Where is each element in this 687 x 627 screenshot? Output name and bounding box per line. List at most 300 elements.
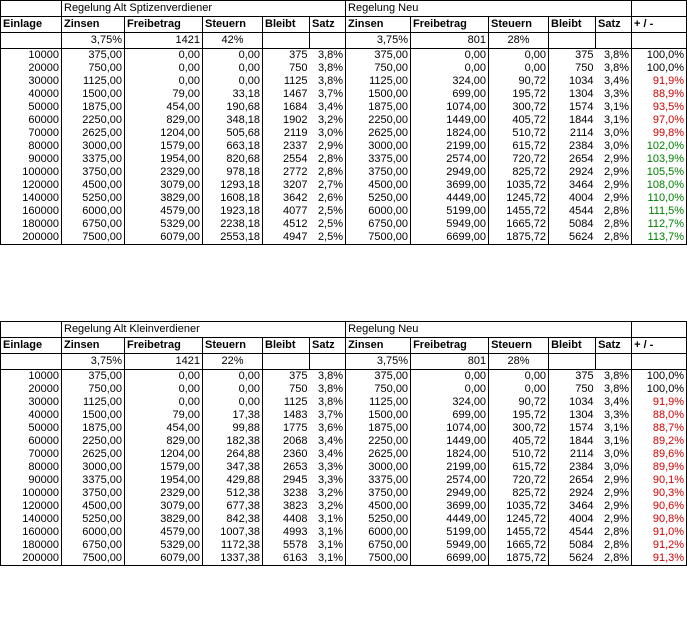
cell-satz: 2,6% bbox=[310, 192, 346, 205]
cell-steuern-neu: 825,72 bbox=[489, 166, 549, 179]
cell-diff: 91,9% bbox=[632, 396, 687, 409]
cell-satz-neu: 2,9% bbox=[596, 487, 632, 500]
param-empty bbox=[596, 33, 632, 49]
table-row bbox=[1, 231, 687, 245]
cell-freibetrag-neu: 1449,00 bbox=[411, 114, 489, 127]
cell-bleibt-neu: 1574 bbox=[549, 422, 596, 435]
cell-freibetrag: 4579,00 bbox=[125, 526, 203, 539]
cell-freibetrag-neu: 2574,00 bbox=[411, 474, 489, 487]
cell-freibetrag: 0,00 bbox=[125, 75, 203, 88]
cell-zinsen: 7500,00 bbox=[62, 552, 125, 566]
cell-steuern: 512,38 bbox=[203, 487, 263, 500]
cell-bleibt-neu: 750 bbox=[549, 383, 596, 396]
cell-freibetrag: 829,00 bbox=[125, 435, 203, 448]
cell-steuern-neu: 1875,72 bbox=[489, 552, 549, 566]
cell-freibetrag-neu: 5949,00 bbox=[411, 539, 489, 552]
cell-bleibt: 1902 bbox=[263, 114, 310, 127]
cell-zinsen: 2625,00 bbox=[62, 448, 125, 461]
cell-bleibt: 750 bbox=[263, 62, 310, 75]
cell-satz: 3,4% bbox=[310, 448, 346, 461]
cell-freibetrag-neu: 5199,00 bbox=[411, 205, 489, 218]
cell-bleibt-neu: 1844 bbox=[549, 114, 596, 127]
cell-freibetrag: 1579,00 bbox=[125, 140, 203, 153]
cell-freibetrag: 829,00 bbox=[125, 114, 203, 127]
cell-bleibt: 4077 bbox=[263, 205, 310, 218]
cell-satz-neu: 3,8% bbox=[596, 49, 632, 63]
cell-diff: 100,0% bbox=[632, 370, 687, 384]
cell-satz: 3,1% bbox=[310, 539, 346, 552]
param-empty bbox=[549, 354, 596, 370]
cell-einlage: 100000 bbox=[1, 487, 62, 500]
cell-einlage: 160000 bbox=[1, 526, 62, 539]
cell-einlage: 100000 bbox=[1, 166, 62, 179]
cell-einlage: 140000 bbox=[1, 513, 62, 526]
cell-steuern-neu: 615,72 bbox=[489, 461, 549, 474]
header-zinsen-neu: Zinsen bbox=[346, 338, 411, 354]
header-einlage: Einlage bbox=[1, 17, 62, 33]
cell-bleibt: 4993 bbox=[263, 526, 310, 539]
param-zinssatz: 3,75% bbox=[62, 354, 125, 370]
cell-bleibt-neu: 1304 bbox=[549, 409, 596, 422]
cell-einlage: 20000 bbox=[1, 383, 62, 396]
cell-steuern-neu: 300,72 bbox=[489, 101, 549, 114]
cell-freibetrag: 0,00 bbox=[125, 370, 203, 384]
cell-satz: 3,2% bbox=[310, 500, 346, 513]
column-header-row bbox=[1, 338, 687, 354]
table-row bbox=[1, 192, 687, 205]
table-row bbox=[1, 370, 687, 384]
table-row bbox=[1, 218, 687, 231]
table-row bbox=[1, 62, 687, 75]
cell-einlage: 70000 bbox=[1, 127, 62, 140]
cell-bleibt: 1125 bbox=[263, 396, 310, 409]
param-zinssatz-neu: 3,75% bbox=[346, 33, 411, 49]
cell-freibetrag: 1204,00 bbox=[125, 448, 203, 461]
section-title-alt: Regelung Alt Sptizenverdiener bbox=[62, 1, 346, 17]
param-steuersatz: 22% bbox=[203, 354, 263, 370]
cell-zinsen-neu: 1125,00 bbox=[346, 75, 411, 88]
header-bleibt: Bleibt bbox=[263, 338, 310, 354]
cell-zinsen: 375,00 bbox=[62, 49, 125, 63]
cell-diff: 110,0% bbox=[632, 192, 687, 205]
cell-steuern-neu: 195,72 bbox=[489, 88, 549, 101]
cell-bleibt-neu: 1304 bbox=[549, 88, 596, 101]
header-satz: Satz bbox=[310, 338, 346, 354]
cell-zinsen: 750,00 bbox=[62, 383, 125, 396]
cell-bleibt: 4512 bbox=[263, 218, 310, 231]
table-row bbox=[1, 422, 687, 435]
cell-freibetrag-neu: 2949,00 bbox=[411, 166, 489, 179]
cell-satz: 2,5% bbox=[310, 205, 346, 218]
cell-steuern-neu: 0,00 bbox=[489, 383, 549, 396]
table-row bbox=[1, 448, 687, 461]
cell-bleibt: 3642 bbox=[263, 192, 310, 205]
table-row bbox=[1, 88, 687, 101]
cell-bleibt: 4947 bbox=[263, 231, 310, 245]
cell-freibetrag: 6079,00 bbox=[125, 552, 203, 566]
cell-freibetrag: 79,00 bbox=[125, 409, 203, 422]
cell-steuern: 1172,38 bbox=[203, 539, 263, 552]
cell-freibetrag-neu: 1074,00 bbox=[411, 101, 489, 114]
cell-einlage: 50000 bbox=[1, 422, 62, 435]
header-freibetrag: Freibetrag bbox=[125, 17, 203, 33]
cell-zinsen: 1500,00 bbox=[62, 88, 125, 101]
cell-bleibt-neu: 4004 bbox=[549, 513, 596, 526]
title-row bbox=[1, 1, 687, 17]
param-empty bbox=[263, 33, 310, 49]
cell-zinsen-neu: 6750,00 bbox=[346, 218, 411, 231]
cell-zinsen: 5250,00 bbox=[62, 513, 125, 526]
cell-freibetrag-neu: 0,00 bbox=[411, 383, 489, 396]
cell-steuern-neu: 195,72 bbox=[489, 409, 549, 422]
param-empty bbox=[1, 33, 62, 49]
header-satz: Satz bbox=[310, 17, 346, 33]
cell-bleibt: 1684 bbox=[263, 101, 310, 114]
header-satz-neu: Satz bbox=[596, 17, 632, 33]
cell-steuern: 0,00 bbox=[203, 370, 263, 384]
cell-zinsen: 2250,00 bbox=[62, 114, 125, 127]
cell-satz: 3,2% bbox=[310, 487, 346, 500]
cell-zinsen-neu: 3750,00 bbox=[346, 166, 411, 179]
cell-diff: 93,5% bbox=[632, 101, 687, 114]
cell-steuern-neu: 510,72 bbox=[489, 127, 549, 140]
cell-steuern-neu: 0,00 bbox=[489, 62, 549, 75]
param-freibetrag-neu: 801 bbox=[411, 354, 489, 370]
cell-freibetrag-neu: 1824,00 bbox=[411, 127, 489, 140]
cell-einlage: 40000 bbox=[1, 409, 62, 422]
cell-zinsen: 4500,00 bbox=[62, 179, 125, 192]
cell-steuern-neu: 615,72 bbox=[489, 140, 549, 153]
cell-satz-neu: 2,9% bbox=[596, 500, 632, 513]
cell-bleibt: 5578 bbox=[263, 539, 310, 552]
cell-freibetrag: 1204,00 bbox=[125, 127, 203, 140]
cell-bleibt-neu: 4544 bbox=[549, 205, 596, 218]
cell-satz-neu: 2,9% bbox=[596, 192, 632, 205]
cell-freibetrag-neu: 3699,00 bbox=[411, 500, 489, 513]
cell-einlage: 40000 bbox=[1, 88, 62, 101]
cell-satz: 3,7% bbox=[310, 88, 346, 101]
header-steuern-neu: Steuern bbox=[489, 17, 549, 33]
cell-freibetrag: 1954,00 bbox=[125, 153, 203, 166]
cell-satz: 3,4% bbox=[310, 101, 346, 114]
cell-freibetrag: 0,00 bbox=[125, 49, 203, 63]
cell-satz-neu: 3,3% bbox=[596, 409, 632, 422]
cell-zinsen: 5250,00 bbox=[62, 192, 125, 205]
cell-steuern: 2553,18 bbox=[203, 231, 263, 245]
cell-zinsen: 2625,00 bbox=[62, 127, 125, 140]
cell-freibetrag-neu: 0,00 bbox=[411, 62, 489, 75]
cell-steuern-neu: 1035,72 bbox=[489, 500, 549, 513]
cell-satz: 3,2% bbox=[310, 114, 346, 127]
cell-freibetrag-neu: 3699,00 bbox=[411, 179, 489, 192]
table-row bbox=[1, 474, 687, 487]
cell-diff: 90,8% bbox=[632, 513, 687, 526]
param-empty bbox=[310, 354, 346, 370]
cell-satz-neu: 3,1% bbox=[596, 101, 632, 114]
param-zinssatz-neu: 3,75% bbox=[346, 354, 411, 370]
table-row bbox=[1, 552, 687, 566]
cell-freibetrag-neu: 2949,00 bbox=[411, 487, 489, 500]
cell-zinsen: 750,00 bbox=[62, 62, 125, 75]
table-row bbox=[1, 526, 687, 539]
cell-zinsen-neu: 2625,00 bbox=[346, 448, 411, 461]
cell-einlage: 60000 bbox=[1, 435, 62, 448]
cell-freibetrag-neu: 1449,00 bbox=[411, 435, 489, 448]
cell-diff: 100,0% bbox=[632, 383, 687, 396]
cell-bleibt: 2653 bbox=[263, 461, 310, 474]
cell-satz-neu: 2,8% bbox=[596, 231, 632, 245]
cell-einlage: 60000 bbox=[1, 114, 62, 127]
cell-zinsen-neu: 3750,00 bbox=[346, 487, 411, 500]
cell-freibetrag: 3829,00 bbox=[125, 192, 203, 205]
cell-zinsen-neu: 3000,00 bbox=[346, 140, 411, 153]
cell-zinsen-neu: 3000,00 bbox=[346, 461, 411, 474]
cell-satz: 3,1% bbox=[310, 526, 346, 539]
cell-steuern: 33,18 bbox=[203, 88, 263, 101]
cell-diff: 102,0% bbox=[632, 140, 687, 153]
cell-bleibt: 4408 bbox=[263, 513, 310, 526]
cell-zinsen-neu: 750,00 bbox=[346, 383, 411, 396]
table-row bbox=[1, 500, 687, 513]
cell-steuern-neu: 1455,72 bbox=[489, 205, 549, 218]
cell-diff: 108,0% bbox=[632, 179, 687, 192]
cell-freibetrag-neu: 2199,00 bbox=[411, 461, 489, 474]
cell-satz: 2,8% bbox=[310, 166, 346, 179]
cell-freibetrag-neu: 6699,00 bbox=[411, 552, 489, 566]
cell-satz-neu: 2,9% bbox=[596, 474, 632, 487]
table-row bbox=[1, 166, 687, 179]
cell-satz-neu: 3,1% bbox=[596, 114, 632, 127]
empty-cell bbox=[632, 1, 687, 17]
cell-diff: 90,6% bbox=[632, 500, 687, 513]
cell-zinsen-neu: 1500,00 bbox=[346, 409, 411, 422]
cell-diff: 99,8% bbox=[632, 127, 687, 140]
cell-steuern: 348,18 bbox=[203, 114, 263, 127]
cell-diff: 91,3% bbox=[632, 552, 687, 566]
cell-einlage: 90000 bbox=[1, 474, 62, 487]
cell-bleibt-neu: 4544 bbox=[549, 526, 596, 539]
param-steuersatz: 42% bbox=[203, 33, 263, 49]
cell-steuern: 820,68 bbox=[203, 153, 263, 166]
cell-satz-neu: 3,0% bbox=[596, 140, 632, 153]
cell-bleibt: 3238 bbox=[263, 487, 310, 500]
cell-einlage: 10000 bbox=[1, 49, 62, 63]
cell-zinsen-neu: 1500,00 bbox=[346, 88, 411, 101]
cell-steuern: 0,00 bbox=[203, 62, 263, 75]
cell-satz: 3,3% bbox=[310, 474, 346, 487]
cell-einlage: 200000 bbox=[1, 231, 62, 245]
cell-steuern: 1923,18 bbox=[203, 205, 263, 218]
cell-diff: 100,0% bbox=[632, 49, 687, 63]
cell-bleibt-neu: 1574 bbox=[549, 101, 596, 114]
cell-steuern: 842,38 bbox=[203, 513, 263, 526]
cell-freibetrag: 3079,00 bbox=[125, 500, 203, 513]
cell-einlage: 50000 bbox=[1, 101, 62, 114]
cell-diff: 113,7% bbox=[632, 231, 687, 245]
table-row bbox=[1, 140, 687, 153]
cell-steuern-neu: 90,72 bbox=[489, 75, 549, 88]
cell-bleibt-neu: 2114 bbox=[549, 448, 596, 461]
cell-steuern: 1007,38 bbox=[203, 526, 263, 539]
table-row bbox=[1, 114, 687, 127]
cell-zinsen: 6000,00 bbox=[62, 205, 125, 218]
cell-freibetrag: 1579,00 bbox=[125, 461, 203, 474]
cell-freibetrag: 3829,00 bbox=[125, 513, 203, 526]
cell-satz-neu: 3,8% bbox=[596, 383, 632, 396]
cell-bleibt: 3823 bbox=[263, 500, 310, 513]
param-empty bbox=[596, 354, 632, 370]
spreadsheet-table-spitzenverdiener bbox=[0, 0, 687, 245]
param-freibetrag: 1421 bbox=[125, 354, 203, 370]
cell-satz-neu: 3,1% bbox=[596, 422, 632, 435]
cell-zinsen-neu: 1125,00 bbox=[346, 396, 411, 409]
table-row bbox=[1, 409, 687, 422]
cell-diff: 97,0% bbox=[632, 114, 687, 127]
table-row bbox=[1, 205, 687, 218]
cell-bleibt: 3207 bbox=[263, 179, 310, 192]
cell-steuern: 99,88 bbox=[203, 422, 263, 435]
cell-bleibt: 750 bbox=[263, 383, 310, 396]
cell-einlage: 30000 bbox=[1, 396, 62, 409]
cell-diff: 88,7% bbox=[632, 422, 687, 435]
cell-satz-neu: 3,1% bbox=[596, 435, 632, 448]
cell-zinsen: 1500,00 bbox=[62, 409, 125, 422]
cell-steuern-neu: 825,72 bbox=[489, 487, 549, 500]
cell-steuern: 264,88 bbox=[203, 448, 263, 461]
cell-satz-neu: 2,8% bbox=[596, 205, 632, 218]
cell-steuern: 190,68 bbox=[203, 101, 263, 114]
cell-steuern-neu: 720,72 bbox=[489, 474, 549, 487]
header-satz-neu: Satz bbox=[596, 338, 632, 354]
cell-freibetrag-neu: 2574,00 bbox=[411, 153, 489, 166]
cell-diff: 105,5% bbox=[632, 166, 687, 179]
cell-freibetrag-neu: 1824,00 bbox=[411, 448, 489, 461]
cell-satz-neu: 2,9% bbox=[596, 179, 632, 192]
cell-bleibt: 2119 bbox=[263, 127, 310, 140]
cell-steuern: 429,88 bbox=[203, 474, 263, 487]
cell-diff: 91,0% bbox=[632, 526, 687, 539]
header-bleibt-neu: Bleibt bbox=[549, 17, 596, 33]
cell-zinsen-neu: 2250,00 bbox=[346, 114, 411, 127]
cell-satz: 3,8% bbox=[310, 370, 346, 384]
cell-bleibt: 2945 bbox=[263, 474, 310, 487]
param-steuersatz-neu: 28% bbox=[489, 33, 549, 49]
cell-zinsen-neu: 1875,00 bbox=[346, 422, 411, 435]
cell-steuern: 182,38 bbox=[203, 435, 263, 448]
cell-zinsen-neu: 7500,00 bbox=[346, 552, 411, 566]
cell-bleibt-neu: 4004 bbox=[549, 192, 596, 205]
table-row bbox=[1, 513, 687, 526]
cell-satz-neu: 3,4% bbox=[596, 75, 632, 88]
cell-freibetrag-neu: 699,00 bbox=[411, 409, 489, 422]
cell-bleibt-neu: 2924 bbox=[549, 487, 596, 500]
cell-diff: 100,0% bbox=[632, 62, 687, 75]
header-steuern: Steuern bbox=[203, 338, 263, 354]
cell-zinsen: 2250,00 bbox=[62, 435, 125, 448]
cell-bleibt-neu: 375 bbox=[549, 49, 596, 63]
cell-zinsen-neu: 6000,00 bbox=[346, 526, 411, 539]
cell-satz-neu: 2,8% bbox=[596, 552, 632, 566]
cell-bleibt-neu: 375 bbox=[549, 370, 596, 384]
column-header-row bbox=[1, 17, 687, 33]
cell-steuern: 1608,18 bbox=[203, 192, 263, 205]
cell-satz: 2,5% bbox=[310, 218, 346, 231]
cell-satz-neu: 3,0% bbox=[596, 461, 632, 474]
cell-satz: 3,6% bbox=[310, 422, 346, 435]
cell-bleibt-neu: 2654 bbox=[549, 474, 596, 487]
cell-diff: 90,3% bbox=[632, 487, 687, 500]
cell-steuern-neu: 1455,72 bbox=[489, 526, 549, 539]
cell-zinsen: 3000,00 bbox=[62, 140, 125, 153]
param-empty bbox=[632, 354, 687, 370]
cell-freibetrag: 4579,00 bbox=[125, 205, 203, 218]
cell-bleibt: 1483 bbox=[263, 409, 310, 422]
cell-bleibt-neu: 1034 bbox=[549, 396, 596, 409]
param-empty bbox=[263, 354, 310, 370]
section-title-neu: Regelung Neu bbox=[346, 1, 632, 17]
cell-einlage: 80000 bbox=[1, 461, 62, 474]
cell-bleibt-neu: 2924 bbox=[549, 166, 596, 179]
cell-bleibt: 2554 bbox=[263, 153, 310, 166]
cell-freibetrag-neu: 2199,00 bbox=[411, 140, 489, 153]
cell-satz-neu: 3,8% bbox=[596, 370, 632, 384]
param-empty bbox=[1, 354, 62, 370]
header-freibetrag-neu: Freibetrag bbox=[411, 17, 489, 33]
cell-bleibt-neu: 2114 bbox=[549, 127, 596, 140]
cell-zinsen: 6750,00 bbox=[62, 218, 125, 231]
param-zinssatz: 3,75% bbox=[62, 33, 125, 49]
cell-freibetrag-neu: 699,00 bbox=[411, 88, 489, 101]
cell-steuern-neu: 1875,72 bbox=[489, 231, 549, 245]
cell-bleibt-neu: 2384 bbox=[549, 461, 596, 474]
cell-freibetrag: 454,00 bbox=[125, 422, 203, 435]
cell-satz-neu: 3,0% bbox=[596, 448, 632, 461]
title-row bbox=[1, 322, 687, 338]
cell-satz-neu: 2,9% bbox=[596, 153, 632, 166]
cell-satz-neu: 3,0% bbox=[596, 127, 632, 140]
cell-steuern-neu: 510,72 bbox=[489, 448, 549, 461]
cell-freibetrag-neu: 4449,00 bbox=[411, 192, 489, 205]
cell-freibetrag: 0,00 bbox=[125, 383, 203, 396]
cell-satz-neu: 3,3% bbox=[596, 88, 632, 101]
cell-steuern: 0,00 bbox=[203, 75, 263, 88]
cell-freibetrag-neu: 5949,00 bbox=[411, 218, 489, 231]
cell-satz: 2,8% bbox=[310, 153, 346, 166]
cell-steuern-neu: 1665,72 bbox=[489, 539, 549, 552]
section-title-alt: Regelung Alt Kleinverdiener bbox=[62, 322, 346, 338]
cell-freibetrag: 1954,00 bbox=[125, 474, 203, 487]
cell-einlage: 80000 bbox=[1, 140, 62, 153]
cell-zinsen: 1875,00 bbox=[62, 101, 125, 114]
header-diff: + / - bbox=[632, 338, 687, 354]
corner-cell bbox=[1, 1, 62, 17]
cell-diff: 103,9% bbox=[632, 153, 687, 166]
cell-bleibt-neu: 2654 bbox=[549, 153, 596, 166]
cell-steuern-neu: 300,72 bbox=[489, 422, 549, 435]
table-row bbox=[1, 179, 687, 192]
cell-freibetrag: 454,00 bbox=[125, 101, 203, 114]
cell-steuern: 978,18 bbox=[203, 166, 263, 179]
cell-steuern-neu: 90,72 bbox=[489, 396, 549, 409]
cell-diff: 91,9% bbox=[632, 75, 687, 88]
cell-diff: 89,9% bbox=[632, 461, 687, 474]
cell-einlage: 70000 bbox=[1, 448, 62, 461]
cell-steuern-neu: 405,72 bbox=[489, 435, 549, 448]
cell-zinsen-neu: 3375,00 bbox=[346, 474, 411, 487]
cell-freibetrag-neu: 6699,00 bbox=[411, 231, 489, 245]
table-row bbox=[1, 396, 687, 409]
cell-bleibt: 2068 bbox=[263, 435, 310, 448]
